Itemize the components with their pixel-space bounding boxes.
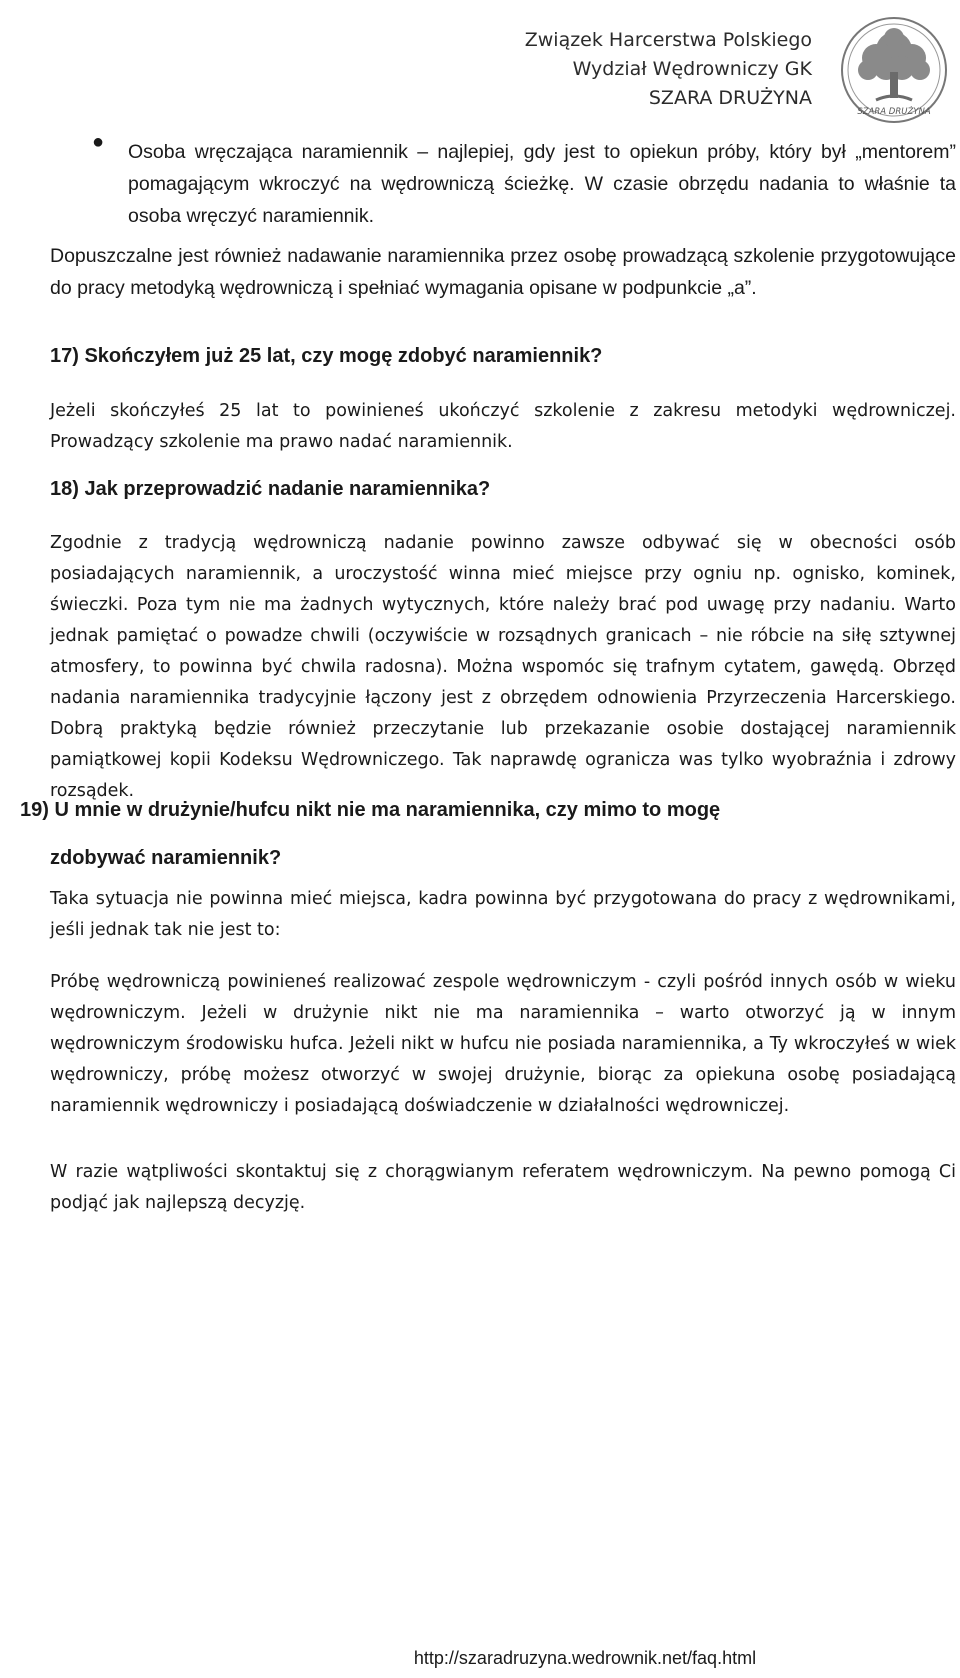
department-name: Wydział Wędrowniczy GK: [572, 58, 812, 80]
question-19-heading-line2: zdobywać naramiennik?: [50, 847, 282, 869]
question-17-answer: Jeżeli skończyłeś 25 lat to powinieneś ukończyć szkolenie z zakresu metodyki wędrowniczej. Prowadzący szkolenie ma prawo nadać naramiennik.: [50, 401, 956, 452]
question-19-heading: [20, 786, 920, 882]
bullet-item-text: Osoba wręczająca naramiennik – najlepiej, gdy jest to opiekun próby, który był „mentorem” pomagającym wkroczyć na wędrowniczą ścieżkę. W czasie obrzędu nadania to właśnie ta osoba wręczyć naramiennik.: [128, 141, 956, 227]
question-19-answer-closing: W razie wątpliwości skontaktuj się z chorągwianym referatem wędrowniczym. Na pewno pomogą Ci podjąć jak najlepszą decyzję.: [50, 1162, 956, 1213]
question-17-heading: 17) Skończyłem już 25 lat, czy mogę zdobyć naramiennik?: [50, 345, 603, 367]
question-18-heading: 18) Jak przeprowadzić nadanie naramiennika?: [50, 478, 491, 500]
question-19-answer-main: Próbę wędrowniczą powinieneś realizować zespole wędrowniczym - czyli pośród innych osób w wieku wędrowniczym. Jeżeli w drużynie nikt nie ma naramiennika – warto otworzyć ją w innym wędrowniczym środowisku hufca. Jeżeli nikt w hufcu nie posiada naramiennika, a Ty wkroczyłeś w wiek wędrowniczy, próbę możesz otworzyć w swojej drużynie, biorąc za opiekuna osobę posiadającą naramiennik wędrowniczy i posiadającą doświadczenie w działalności wędrowniczej.: [50, 972, 956, 1116]
team-name: SZARA DRUŻYNA: [648, 87, 812, 109]
szara-druzyna-logo: [838, 14, 950, 130]
question-18-answer: Zgodnie z tradycją wędrowniczą nadanie powinno zawsze odbywać się w obecności osób posiadających naramiennik, a uroczystość winna mieć miejsce przy ogniu np. ognisko, kominek, świeczki. Poza tym nie ma żadnych wytycznych, które należy brać pod uwagę przy nadaniu. Warto jednak pamiętać o powadze chwili (oczywiście w rozsądnych granicach – nie róbcie na siłę sztywnej atmosfery, to powinna być chwila radosna). Można wspomóc się trafnym cytatem, gawędą. Obrzęd nadania naramiennika tradycyjnie łączony jest z obrzędem odnowienia Przyrzeczenia Harcerskiego. Dobrą praktyką będzie również przeczytanie lub przekazanie osobie dostającej naramiennik pamiątkowej kopii Kodeksu Wędrowniczego. Tak naprawdę ogranicza was tylko wyobraźnia i zdrowy rozsądek.: [50, 533, 956, 801]
footer-url: http://szaradruzyna.wedrownik.net/faq.html: [413, 1648, 757, 1668]
paragraph-admissible: Dopuszczalne jest również nadawanie naramiennika przez osobę prowadzącą szkolenie przygotowujące do pracy metodyką wędrowniczą i spełniać wymagania opisane w podpunkcie „a”.: [50, 245, 956, 299]
question-19-answer-intro: Taka sytuacja nie powinna mieć miejsca, kadra powinna być przygotowana do pracy z wędrownikami, jeśli jednak tak nie jest to:: [50, 889, 956, 940]
bullet-dot: ●: [92, 131, 105, 153]
organization-heading: [525, 26, 812, 113]
page-header: [0, 10, 960, 117]
question-19-heading-line1: 19) U mnie w drużynie/hufcu nikt nie ma naramiennika, czy mimo to mogę: [20, 799, 721, 821]
organization-name: Związek Harcerstwa Polskiego: [524, 29, 812, 51]
logo-caption: SZARA DRUŻYNA: [857, 107, 931, 117]
